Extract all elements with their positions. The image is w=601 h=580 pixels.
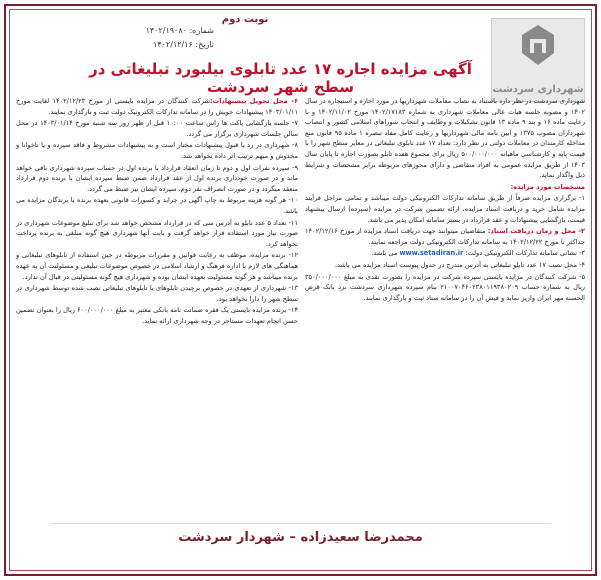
item-4: ۴- محل نصب ۱۷ عدد تابلو تبلیغاتی به آدرس مندرج در جدول پیوست اسناد مزایده می باشد. xyxy=(334,260,585,269)
announcement-inner-border xyxy=(9,9,592,571)
item-1: ۱- برگزاری مزایده صرفاً از طریق سامانه تدارکات الکترونیکی دولت میباشد و تمامی مراحل فرآیند مزایده شامل خرید و دریافت اسناد مزایده، ارائه تضمین شرکت در مزایده (سپرده) ارسال پیشنهاد قیمت، بازگشایی پیشنهادات و عقد قرارداد در بستر سامانه امکان پذیر می باشد. xyxy=(305,194,585,224)
item-13: ۱۳- شهرداری از تعهدی در خصوص برچیدن تابلوهای یا تابلوهای تبلیغاتی نصب شده توسط شهرداری در سطح شهر را دارا نخواهد بود. xyxy=(16,284,298,303)
item-6-title: ۶- محل تحویل پیشنهادات: xyxy=(210,97,298,105)
logo-text: شهرداری سردشت xyxy=(492,84,584,95)
setad-link[interactable]: www.setadiran.ir xyxy=(399,249,464,258)
item-2 xyxy=(305,226,585,247)
item-12: ۱۲- برنده مزایده، موظف به رعایت قوانین و مقررات مربوطه در حین استفاده از تابلوهای تبلیغاتی و هماهنگی های لازم با اداره فرهنگ و ارشاد اسلامی در خصوص موضوعات تبلیغی و مسئولیت آن به عهده برنده میباشد و هر گونه مسئولیت بعهده ایشان بوده و شهرداری هیچ گونه مسئولیتی در قبال آن ندارد. xyxy=(16,251,298,281)
right-column xyxy=(305,96,585,526)
item-3-suffix: می باشد. xyxy=(371,249,398,258)
item-9: ۹- سپرده نفرات اول و دوم تا زمان انعقاد قرارداد با برنده اول در حساب سپرده شهرداری باقی خواهد ماند و در صورت خودداری برنده اول از عقد قرارداد ضمن ضبط سپرده ایشان با برنده دوم قرارداد منعقد میگردد و در صورت انصراف نفر دوم، سپرده ایشان نیز ضبط می گردد. xyxy=(16,163,298,193)
item-2-title: ۲- محل و زمان دریافت اسناد: xyxy=(487,227,585,236)
announcement-frame xyxy=(4,4,597,576)
page-title: آگهی مزایده اجاره ۱۷ عدد تابلوی بیلبورد تبلیغاتی در سطح شهر سردشت xyxy=(89,60,472,96)
item-6 xyxy=(16,96,298,117)
item-11: ۱۱- تعداد ۵ عدد تابلو به آدرس سی که در قرارداد مشخص خواهد شد برای تبلیغ موضوعات شهرداری در صورت نیاز مورد استفاده قرار خواهد گرفت و بابت آنها شهرداری هیچ گونه مبلغی به برنده پرداخت نخواهد کرد. xyxy=(16,218,298,248)
item-8: ۸- شهرداری در رد یا قبول پیشنهادات مختار است و به پیشنهادات مشروط و فاقد سپرده و یا ناخوانا و مخدوش و مبهم ترتیب اثر داده نخواهد شد. xyxy=(16,141,298,160)
item-10: ۱۰- هر گونه هزینه مربوط به چاپ آگهی در جراید و کسورات قانونی بعهده برنده یا برندگان مزایده می باشد. xyxy=(16,196,298,215)
item-2-body: متقاضیان میتوانند جهت دریافت اسناد مزایده از مورخ ۱۴۰۲/۱۲/۱۶ حداکثر تا مورخ ۱۴۰۲/۱۲/۲۲ به سامانه تدارکات الکترونیکی دولت مراجعه نمایند. xyxy=(305,227,585,246)
number-label: شماره: ۱۴۰۲/۱۹۰۸۰ xyxy=(145,26,214,35)
intro-paragraph: شهرداری سردشت در نظر دارد باستناد به نصاب معاملات شهرداریها در مورد اجاره و استیجاره در سال ۱۴۰۲ و مصوبه جلسه هیات عالی معاملات شهرداری به شماره ۱۴۰۲/۱۷۱۸۳ مورخ ۱۴۰۲/۱۱/۰۲ و با رعایت ماده ۱۶ و بند ۹ ماده ۱۳ قانون تشکیلات و وظایف و انتخاب شوراهای اسلامی کشور و انتصاب شهرداران مصوب ۱۳۷۵ و آیین نامه مالی شهرداریها و رعایت کامل مفاد تبصره ۱ ماده ۹۵ قانون منع مداخله کارمندان در معاملات دولتی در نظر دارد: تعداد ۱۷ عدد تابلوی تبلیغاتی در معابر سطح شهر را با قیمت پایه و کارشناسی ماهیانه ۵۰۰/۰۰۰/۰۰۰ ریال برای مجموع هفده تابلو بصورت اجاره تا پایان سال ۱۴۰۳ از طریق مزایده عمومی به افراد متقاضی و دارای مجوزهای مربوطه برابر مشخصات و شرایط ذیل واگذار نماید. xyxy=(305,97,586,180)
item-3 xyxy=(305,248,585,259)
item-3-prefix: ۳- نشانی سامانه تدارکات الکترونیکی دولت: xyxy=(465,249,585,258)
item-5: ۵- شرکت کنندگان در مزایده بایستی سپرده شرکت در مزایده را بصورت نقدی به مبلغ ۳۵۰/۰۰۰/۰۰۰ ریال به شماره حساب ۲۱۰۰۷۰۴۶۰۲۳۸۰۱۱۹۳۸۰۲۰۹ بنام سپرده شهرداری سردشت نزد بانک قرض الحسنه مهر ایران واریز نماید و فیش آن را در سامانه ستاد ثبت و بارگذاری نمایند. xyxy=(305,272,585,302)
left-column xyxy=(16,96,298,526)
round-label: نوبت دوم xyxy=(221,14,269,25)
body-columns xyxy=(14,96,587,526)
item-14: ۱۴- برنده مزایده بایستی یک فقره ضمانت نامه بانکی معتبر به مبلغ ۶۰۰/۰۰۰/۰۰۰ ریال را بعنوان تضمین حسن انجام تعهدات مستاجر در وجه شهرداری ارائه نماید. xyxy=(16,306,298,325)
item-7: ۷- جلسه بازگشایی پاکت ها راس ساعت ۱۰:۰۰ قبل از ظهر روز سه شنبه مورخ ۱۴۰۳/۰۱/۱۴ در محل سالن جلسات شهرداری برگزار می گردد. xyxy=(16,119,298,138)
header xyxy=(10,10,591,100)
section-heading: مشخصات مورد مزایده: xyxy=(510,182,585,191)
date-label: تاریخ: ۱۴۰۲/۱۲/۱۶ xyxy=(153,40,214,49)
signature-footer: محمدرضا سعیدزاده – شهردار سردشت xyxy=(50,523,551,552)
logo xyxy=(491,18,585,102)
meta-block xyxy=(104,24,214,52)
item-6-body: شرکت کنندگان در مزایده بایستی از مورخ ۱۴۰۲/۱۲/۲۳ لغایت مورخ ۱۴۰۳/۰۱/۱۱ پیشنهادات خویش را در سامانه تدارکات الکترونیک دولت ثبت و بارگذاری نمایند. xyxy=(16,97,298,116)
municipality-logo-icon xyxy=(518,23,558,67)
